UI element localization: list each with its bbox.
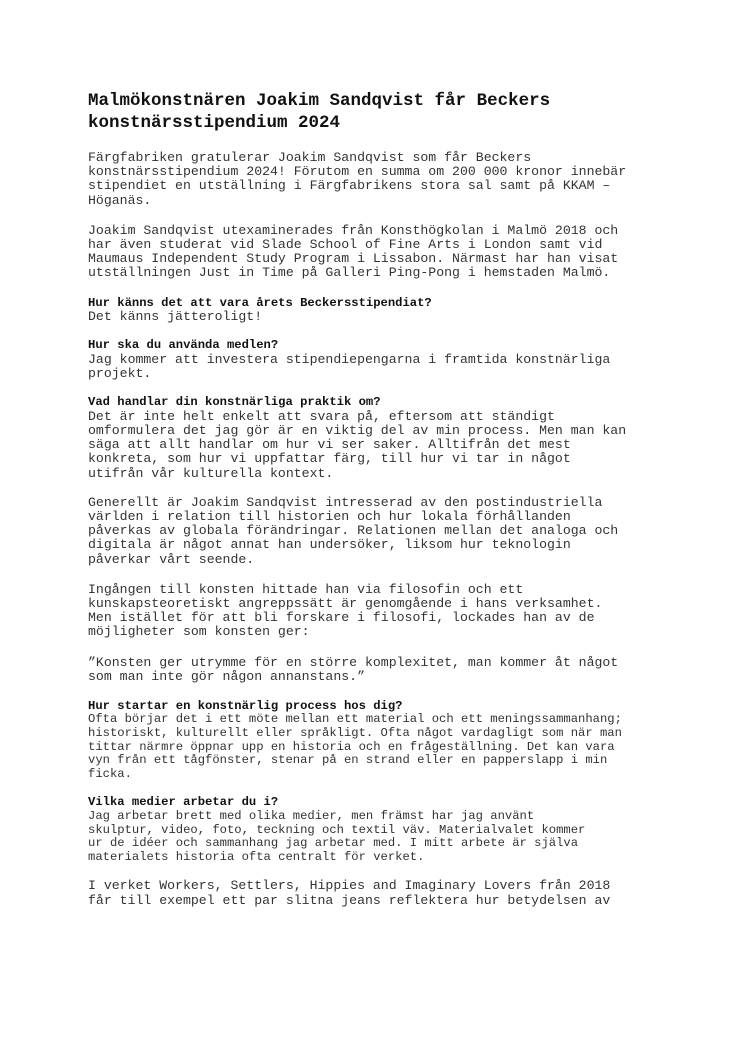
qa-block-2 — [88, 339, 668, 381]
answer-text: Jag kommer att investera stipendiepengarna i framtida konstnärliga projekt. — [88, 351, 611, 382]
document-page — [88, 90, 668, 924]
qa-block-1 — [88, 297, 668, 325]
answer-text: Det känns jätteroligt! — [88, 309, 263, 325]
question-heading: Vad handlar din konstnärliga praktik om? — [88, 395, 381, 410]
entry-paragraph: Ingången till konsten hittade han via filosofin och ett kunskapsteoretiskt angreppssätt är genomgående i hans verksamhet. Men istället för att bli forskare i filosofi, lockades han av de möjligheter som konsten ger: — [88, 581, 603, 640]
answer-text: Ofta börjar det i ett möte mellan ett material och ett meningssammanhang; historiskt, kulturellt eller språkligt. Ofta något vardagligt som när man tittar närmre öppnar upp en historia och en frågeställning. Det kan vara vyn från ett tågfönster, stenar på en strand eller en papperslapp i min ficka. — [88, 712, 622, 781]
question-heading: Hur känns det att vara årets Beckersstipendiat? — [88, 295, 432, 310]
general-paragraph: Generellt är Joakim Sandqvist intresserad av den postindustriella världen i relation till historien och hur lokala förhållanden påverkas av globala förändringar. Relationen mellan det analoga och digitala är något annat han undersöker, liksom hur teknologin påverkar vårt seende. — [88, 494, 619, 567]
article-title: Malmökonstnären Joakim Sandqvist får Beckers konstnärsstipendium 2024 — [88, 91, 551, 133]
answer-text: Det är inte helt enkelt att svara på, eftersom att ständigt omformulera det jag gör är en viktig del av min process. Men man kan säga att allt handlar om hur vi ser saker. Alltifrån det mest konkreta, som hur vi uppfattar färg, till hur vi tar in något utifrån vår kulturella kontext. — [88, 408, 627, 481]
qa-block-5 — [88, 796, 668, 864]
question-heading: Hur ska du använda medlen? — [88, 338, 279, 353]
answer-text: Jag arbetar brett med olika medier, men främst har jag använt skulptur, video, foto, teckning och textil väv. Materialvalet kommer ur de idéer och sammanhang jag arbetar med. I mitt arbete är själva materialets historia ofta centralt för verket. — [88, 808, 586, 864]
quote-paragraph: ”Konsten ger utrymme för en större komplexitet, man kommer åt något som man inte gör någon annanstans.” — [88, 654, 619, 684]
intro-paragraph: Färgfabriken gratulerar Joakim Sandqvist som får Beckers konstnärsstipendium 2024! Förutom en summa om 200 000 kronor innebär stipendiet en utställning i Färgfabrikens stora sal samt på KKAM – Höganäs. — [88, 150, 627, 208]
question-heading: Vilka medier arbetar du i? — [88, 795, 279, 810]
qa-block-3 — [88, 396, 668, 481]
work-paragraph: I verket Workers, Settlers, Hippies and Imaginary Lovers från 2018 får till exempel ett par slitna jeans reflektera hur betydelsen av — [88, 878, 611, 908]
question-heading: Hur startar en konstnärlig process hos dig? — [88, 698, 403, 713]
qa-block-4 — [88, 700, 668, 781]
bio-paragraph: Joakim Sandqvist utexaminerades från Konsthögkolan i Malmö 2018 och har även studerat vid Slade School of Fine Arts i London samt vid Maumaus Independent Study Program i Lissabon. Närmast har han visat utställningen Just in Time på Galleri Ping-Pong i hemstaden Malmö. — [88, 222, 619, 281]
